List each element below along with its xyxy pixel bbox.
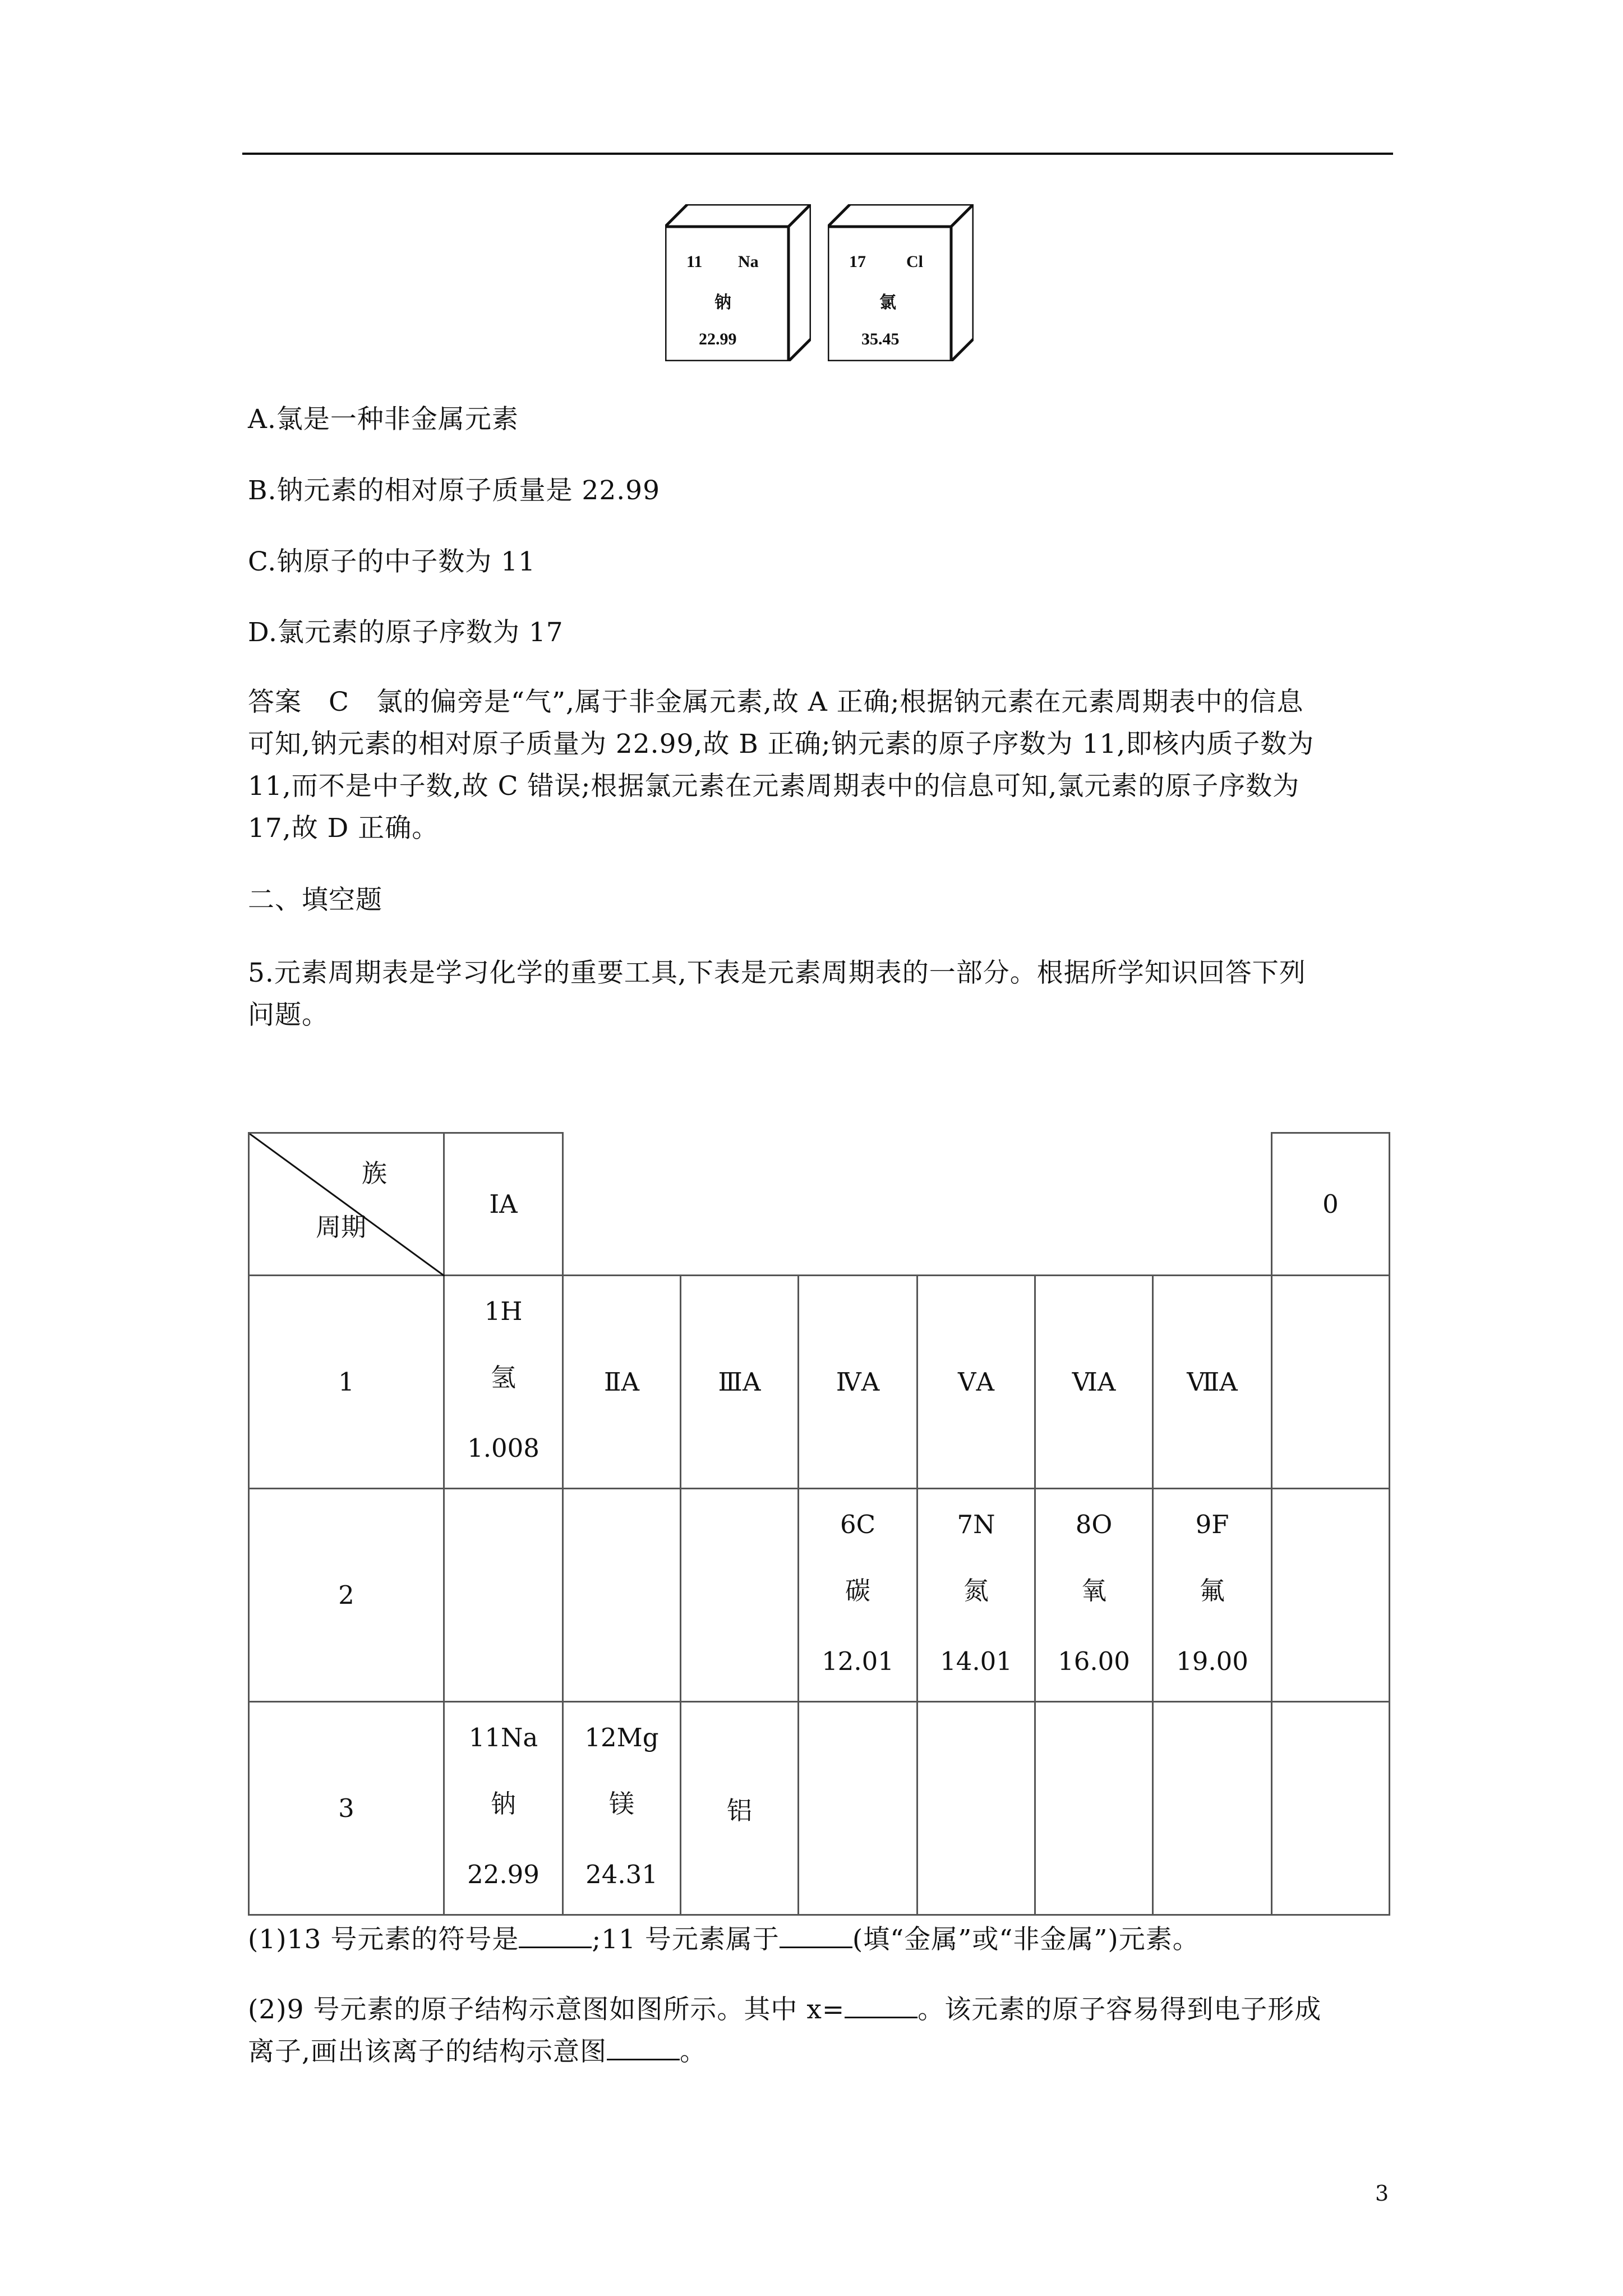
element-cell-hydrogen (444, 1276, 563, 1489)
period-label: 2 (249, 1489, 444, 1702)
group-ia: ⅠA (444, 1133, 563, 1276)
q2-text-b: 。该元素的原子容易得到电子形成 (917, 1994, 1322, 2025)
element-symbol: 8O (1075, 1509, 1113, 1539)
group-0: 0 (1272, 1133, 1390, 1276)
element-symbol: 9F (1195, 1509, 1229, 1539)
element-mass: 1.008 (467, 1433, 540, 1463)
element-cell-carbon (799, 1489, 917, 1702)
element-cell-sodium (444, 1702, 563, 1915)
element-symbol: 12Mg (584, 1722, 659, 1752)
group-label: ⅥA (1035, 1276, 1153, 1489)
element-symbol: 6C (840, 1509, 876, 1539)
group-label: ⅣA (799, 1276, 917, 1489)
q2-text-c: 离子,画出该离子的结构示意图 (248, 2036, 607, 2067)
answer-blank[interactable] (845, 1994, 917, 2018)
question-5-line: 5.元素周期表是学习化学的重要工具,下表是元素周期表的一部分。根据所学知识回答下列 (248, 958, 1306, 988)
answer-blank[interactable] (780, 1924, 852, 1948)
tile-mass: 22.99 (699, 330, 737, 348)
q1-text-c: (填“金属”或“非金属”)元素。 (852, 1924, 1200, 1955)
element-symbol: 11Na (468, 1722, 538, 1752)
element-mass: 19.00 (1176, 1646, 1248, 1676)
element-mass: 12.01 (822, 1646, 894, 1676)
element-cell-magnesium (563, 1702, 681, 1915)
q2-text-d: 。 (679, 2036, 707, 2067)
option-b: B.钠元素的相对原子质量是 22.99 (248, 475, 660, 506)
header-period: 周期 (316, 1212, 367, 1242)
element-name: 氟 (1199, 1575, 1225, 1605)
page-number: 3 (1375, 2181, 1389, 2206)
group-label: ⅦA (1153, 1276, 1272, 1489)
element-cell-nitrogen (917, 1489, 1035, 1702)
element-symbol: 7N (957, 1509, 995, 1539)
question-5-line: 问题。 (248, 1000, 329, 1030)
element-cell-fluorine (1153, 1489, 1272, 1702)
element-name: 镁 (608, 1788, 634, 1819)
element-name: 氧 (1081, 1575, 1106, 1605)
q1-text-b: ;11 号元素属于 (592, 1924, 780, 1955)
option-d: D.氯元素的原子序数为 17 (248, 617, 564, 648)
header-group: 族 (362, 1158, 388, 1188)
element-name: 钠 (490, 1788, 516, 1819)
option-a: A.氯是一种非金属元素 (248, 404, 519, 435)
element-mass: 14.01 (940, 1646, 1012, 1676)
q1-text-a: (1)13 号元素的符号是 (248, 1924, 519, 1955)
question-2-line-2 (248, 2035, 707, 2069)
tile-name: 钠 (714, 293, 731, 312)
group-label: ⅢA (681, 1276, 799, 1489)
table-header-corner (249, 1133, 444, 1276)
period-label: 3 (249, 1702, 444, 1915)
periodic-table (248, 1132, 1390, 1916)
element-mass: 22.99 (467, 1859, 540, 1889)
header-rule (242, 153, 1393, 155)
answer-line: 11,而不是中子数,故 C 错误;根据氯元素在元素周期表中的信息可知,氯元素的原子序数为 (248, 771, 1300, 802)
tile-mass: 35.45 (861, 330, 900, 348)
section-title: 二、填空题 (248, 885, 382, 915)
tile-symbol: Na (738, 252, 759, 271)
tile-atomic-number: 17 (849, 252, 866, 271)
element-mass: 16.00 (1058, 1646, 1130, 1676)
answer-blank[interactable] (607, 2036, 680, 2060)
tile-name: 氯 (879, 293, 896, 312)
element-cell-oxygen (1035, 1489, 1153, 1702)
q2-text-a: (2)9 号元素的原子结构示意图如图所示。其中 x= (248, 1994, 845, 2025)
element-tile-chlorine (828, 204, 974, 361)
tile-symbol: Cl (906, 252, 923, 271)
option-c: C.钠原子的中子数为 11 (248, 546, 536, 577)
element-cell-aluminium: 铝 (681, 1702, 799, 1915)
question-1 (248, 1923, 1200, 1957)
group-label: ⅤA (917, 1276, 1035, 1489)
tile-atomic-number: 11 (686, 252, 703, 271)
answer-line: 17,故 D 正确。 (248, 813, 439, 844)
answer-line: 可知,钠元素的相对原子质量为 22.99,故 B 正确;钠元素的原子序数为 11,即核内质子数为 (248, 729, 1315, 760)
question-2-line-1 (248, 1993, 1321, 2027)
group-label: ⅡA (563, 1276, 681, 1489)
element-symbol: 1H (484, 1296, 523, 1326)
element-name: 氮 (963, 1575, 989, 1605)
element-mass: 24.31 (585, 1859, 658, 1889)
answer-line: 答案 C 氯的偏旁是“气”,属于非金属元素,故 A 正确;根据钠元素在元素周期表中的信息 (248, 687, 1304, 717)
element-name: 氢 (490, 1362, 516, 1392)
element-tile-sodium (665, 204, 811, 361)
element-name: 碳 (845, 1575, 870, 1605)
period-label: 1 (249, 1276, 444, 1489)
answer-blank[interactable] (519, 1924, 592, 1948)
